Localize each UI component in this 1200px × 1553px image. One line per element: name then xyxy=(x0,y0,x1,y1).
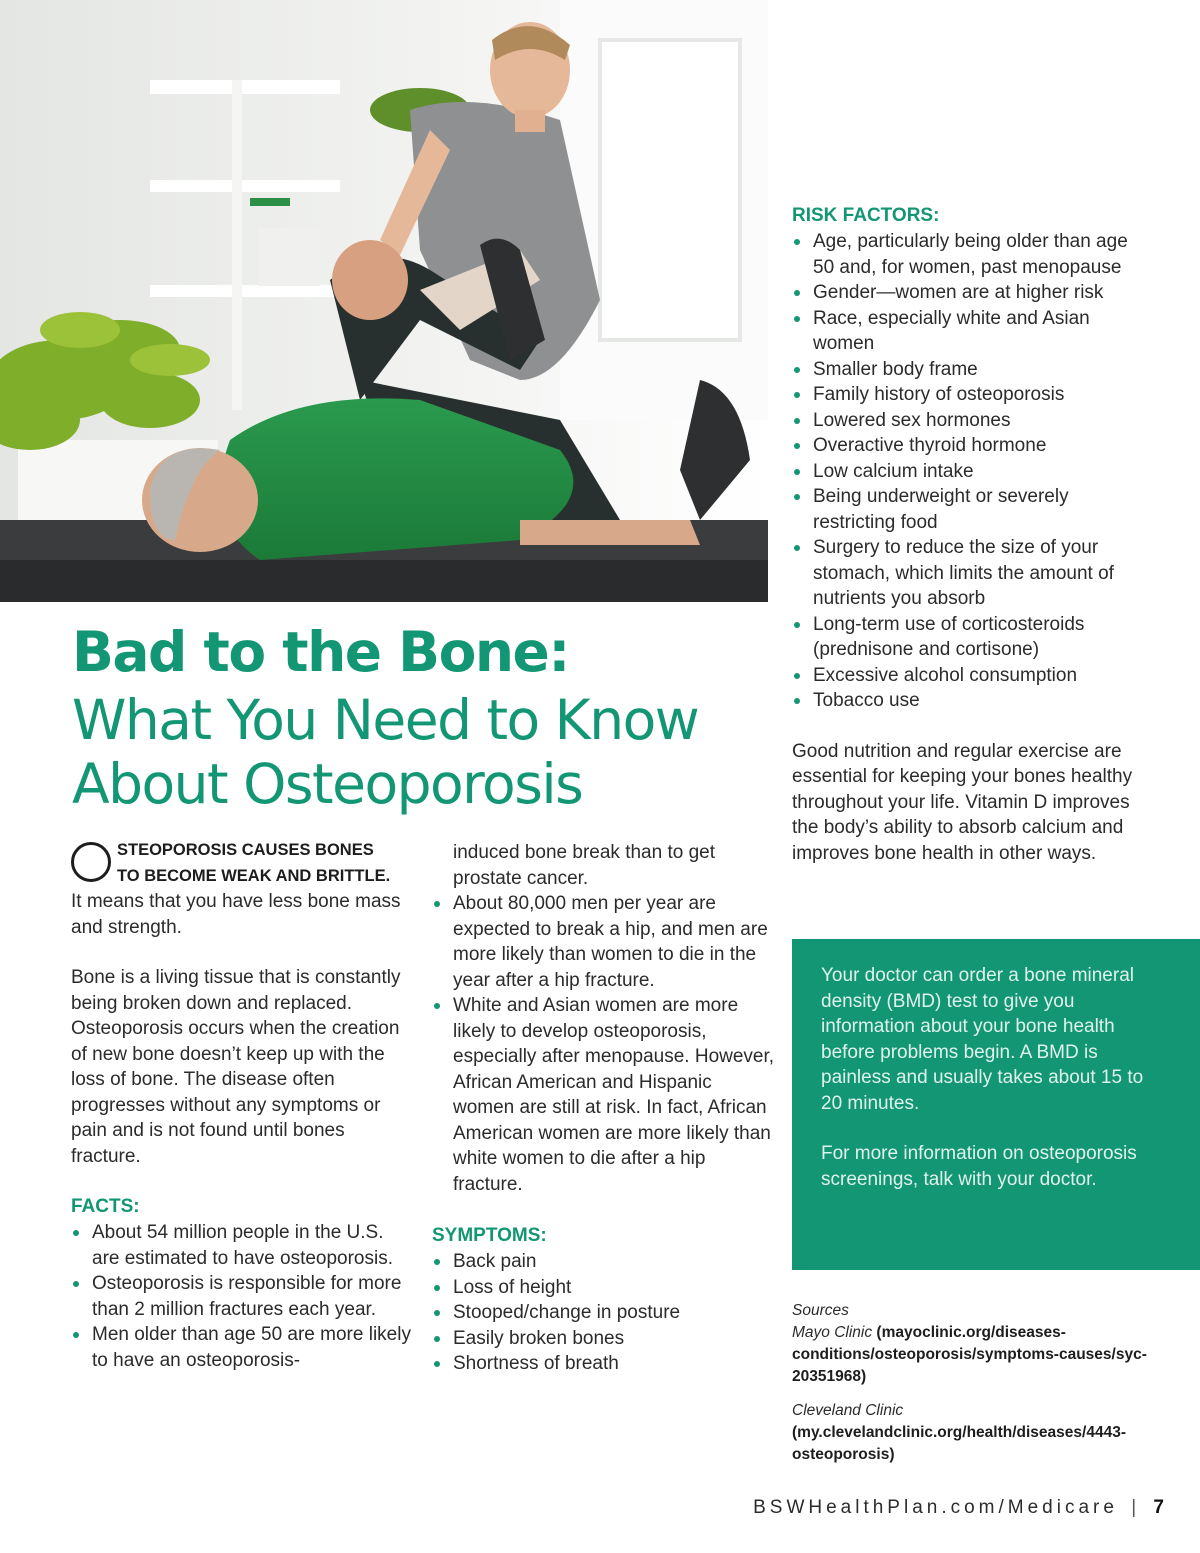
facts-continued: induced bone break than to get prostate cancer. xyxy=(453,842,715,889)
list-item: Being underweight or severely restricting food xyxy=(792,484,1152,535)
intro-text-1: It means that you have less bone mass and strength. xyxy=(71,891,401,938)
list-item: White and Asian women are more likely to develop osteoporosis, especially after menopause. However, African American and Hispanic women are still at risk. In fact, African American women are more likely than white women to die after a hip fracture. xyxy=(432,993,777,1197)
callout-text-1: Your doctor can order a bone mineral density (BMD) test to give you information about your bone health before problems begin. A BMD is painless and usually takes about 15 to 20 minutes. xyxy=(821,965,1144,1114)
list-item: Tobacco use xyxy=(792,688,1152,714)
article-title xyxy=(72,616,772,816)
physical-therapy-photo xyxy=(0,0,768,602)
title-line-2: What You Need to Know xyxy=(72,688,699,752)
sources-label: Sources xyxy=(792,1302,849,1319)
bmd-callout xyxy=(792,939,1200,1270)
source-item xyxy=(792,1400,1152,1466)
list-item: About 54 million people in the U.S. are estimated to have osteoporosis. xyxy=(71,1220,416,1271)
facts-heading: FACTS: xyxy=(71,1196,140,1217)
list-item: Family history of osteoporosis xyxy=(792,382,1152,408)
lead-line-1: STEOPOROSIS CAUSES BONES xyxy=(117,841,374,859)
title-line-3: About Osteoporosis xyxy=(72,752,583,816)
list-item: Race, especially white and Asian women xyxy=(792,306,1152,357)
list-item: Low calcium intake xyxy=(792,459,1152,485)
list-item: Easily broken bones xyxy=(432,1326,777,1352)
source-url[interactable]: (my.clevelandclinic.org/health/diseases/4443-osteoporosis) xyxy=(792,1424,1126,1463)
symptoms-heading: SYMPTOMS: xyxy=(432,1225,547,1246)
source-name: Mayo Clinic xyxy=(792,1324,873,1341)
nutrition-text: Good nutrition and regular exercise are essential for keeping your bones healthy throughout your life. Vitamin D improves the body’s ability to absorb calcium and improves bone health in other ways. xyxy=(792,740,1133,864)
list-item: Gender—women are at higher risk xyxy=(792,280,1152,306)
footer-separator: | xyxy=(1131,1497,1137,1518)
list-item: Back pain xyxy=(432,1249,777,1275)
list-item: Loss of height xyxy=(432,1275,777,1301)
column-1 xyxy=(71,838,416,1373)
list-item: Overactive thyroid hormone xyxy=(792,433,1152,459)
intro-lead xyxy=(71,838,416,889)
footer-site[interactable]: BSWHealthPlan.com/Medicare xyxy=(753,1497,1118,1518)
list-item: Smaller body frame xyxy=(792,357,1152,383)
source-name: Cleveland Clinic xyxy=(792,1402,904,1419)
list-item: Age, particularly being older than age 50 and, for women, past menopause xyxy=(792,229,1152,280)
intro-text-2: Bone is a living tissue that is constantly being broken down and replaced. Osteoporosis occurs when the creation of new bone doesn’t keep up with the loss of bone. The disease often progresses without any symptoms or pain and is not found until bones fracture. xyxy=(71,967,401,1167)
list-item: Shortness of breath xyxy=(432,1351,777,1377)
list-item: About 80,000 men per year are expected to break a hip, and men are more likely than women to die in the year after a hip fracture. xyxy=(432,891,777,993)
facts-list-continued xyxy=(432,891,777,1197)
callout-text-2: For more information on osteoporosis screenings, talk with your doctor. xyxy=(821,1143,1137,1190)
list-item: Surgery to reduce the size of your stomach, which limits the amount of nutrients you absorb xyxy=(792,535,1152,612)
risk-factors-list xyxy=(792,229,1152,714)
column-2 xyxy=(432,840,777,1377)
facts-list xyxy=(71,1220,416,1373)
source-url[interactable]: (mayoclinic.org/diseases-conditions/osteoporosis/symptoms-causes/syc-20351968) xyxy=(792,1324,1147,1385)
list-item: Long-term use of corticosteroids (prednisone and cortisone) xyxy=(792,612,1152,663)
symptoms-list xyxy=(432,1249,777,1377)
page-footer xyxy=(753,1497,1164,1519)
page-number: 7 xyxy=(1153,1497,1164,1518)
dropcap-o xyxy=(71,842,111,882)
column-3 xyxy=(792,203,1152,866)
lead-line-2: TO BECOME WEAK AND BRITTLE. xyxy=(117,866,391,885)
list-item: Excessive alcohol consumption xyxy=(792,663,1152,689)
list-item: Lowered sex hormones xyxy=(792,408,1152,434)
list-item: Men older than age 50 are more likely to have an osteoporosis- xyxy=(71,1322,416,1373)
list-item: Osteoporosis is responsible for more than 2 million fractures each year. xyxy=(71,1271,416,1322)
list-item: Stooped/change in posture xyxy=(432,1300,777,1326)
risk-factors-heading: RISK FACTORS: xyxy=(792,205,940,226)
sources xyxy=(792,1300,1152,1466)
source-item xyxy=(792,1322,1152,1388)
title-line-1: Bad to the Bone: xyxy=(72,620,569,684)
